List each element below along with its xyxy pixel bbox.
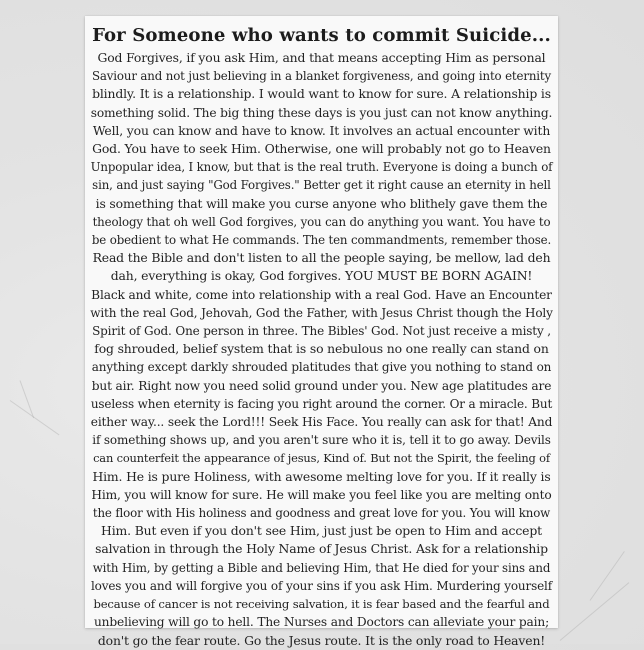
body-line: the floor with His holiness and goodness and great love for you. You will know <box>92 506 551 521</box>
body-line: with Him, by getting a Bible and believing Him, that He died for your sins and <box>92 560 551 575</box>
body-line: fog shrouded, belief system that is so nebulous no one really can stand on <box>94 341 549 357</box>
body-line: loves you and will forgive you of your sins if you ask Him. Murdering yourself <box>90 578 553 593</box>
body-line: but air. Right now you need solid ground under you. New age platitudes are <box>91 378 552 393</box>
body-line: Him. He is pure Holiness, with awesome melting love for you. If it really is <box>92 468 551 484</box>
flyer-paper <box>85 16 558 648</box>
body-line: unbelieving will go to hell. The Nurses and Doctors can alleviate your pain; <box>93 615 550 630</box>
flyer-title: For Someone who wants to commit Suicide... <box>92 25 551 46</box>
body-line: Him. But even if you don't see Him, just just be open to Him and accept <box>101 523 542 539</box>
body-line: can counterfeit the appearance of jesus, Kind of. But not the Spirit, the feeling of <box>93 451 550 466</box>
body-line: Read the Bible and don't listen to all the people saying, be mellow, lad deh <box>92 250 551 266</box>
body-line: sin, and just saying "God Forgives." Better get it right cause an eternity in hell <box>92 178 551 193</box>
body-line: don't go the fear route. Go the Jesus route. It is the only road to Heaven! <box>97 632 546 648</box>
flyer-body <box>85 49 558 650</box>
marble-vein-decoration <box>590 551 625 601</box>
body-line: Unpopular idea, I know, but that is the real truth. Everyone is doing a bunch of <box>90 160 553 175</box>
body-line: salvation in through the Holy Name of Jesus Christ. Ask for a relationship <box>95 541 548 557</box>
body-line: with the real God, Jehovah, God the Father, with Jesus Christ though the Holy <box>90 305 553 320</box>
marble-vein-decoration <box>10 400 60 435</box>
body-line: Well, you can know and have to know. It involves an actual encounter with <box>92 122 551 138</box>
body-line: be obedient to what He commands. The ten commandments, remember those. <box>91 233 552 248</box>
body-line: either way... seek the Lord!!! Seek His Face. You really can ask for that! And <box>90 415 553 430</box>
body-line: God Forgives, if you ask Him, and that means accepting Him as personal <box>97 50 546 65</box>
body-line: God. You have to seek Him. Otherwise, one will probably not go to Heaven <box>92 141 551 157</box>
body-line: Spirit of God. One person in three. The Bibles' God. Not just receive a misty , <box>92 324 551 339</box>
body-line: something solid. The big thing these days is you just can not know anything. <box>90 105 553 120</box>
body-line: anything except darkly shrouded platitudes that give you nothing to stand on <box>91 360 552 375</box>
body-line: because of cancer is not receiving salvation, it is fear based and the fearful and <box>93 597 550 612</box>
body-line: Saviour and not just believing in a blanket forgiveness, and going into eternity <box>91 69 552 84</box>
body-line: is something that will make you curse anyone who blithely gave them the <box>95 195 548 211</box>
body-line: theology that oh well God forgives, you can do anything you want. You have to <box>92 214 551 229</box>
body-line: if something shows up, and you aren't sure who it is, tell it to go away. Devils <box>92 433 551 448</box>
body-line: Black and white, come into relationship with a real God. Have an Encounter <box>91 287 552 302</box>
body-line: Him, you will know for sure. He will make you feel like you are melting onto <box>91 487 552 502</box>
body-line: useless when eternity is facing you right around the corner. Or a miracle. But <box>90 396 553 411</box>
body-line: blindly. It is a relationship. I would want to know for sure. A relationship is <box>92 86 551 102</box>
body-line: dah, everything is okay, God forgives. YOU MUST BE BORN AGAIN! <box>110 268 533 284</box>
